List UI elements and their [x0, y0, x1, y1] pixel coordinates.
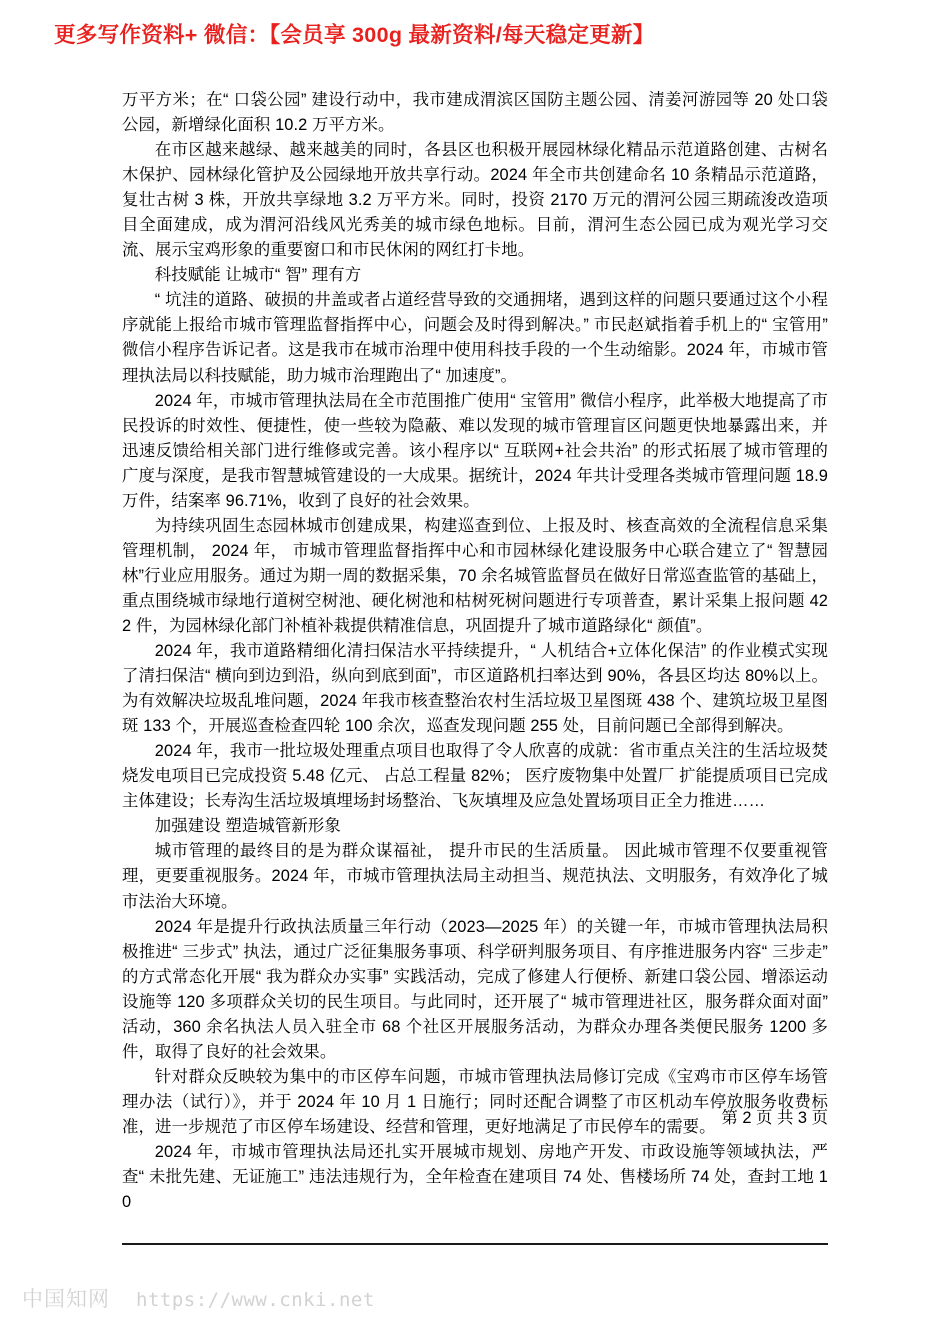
- body-paragraph: 针对群众反映较为集中的市区停车问题，市城市管理执法局修订完成《宝鸡市市区停车场管理办法（试行）》，并于 2024 年 10 月 1 日施行；同时还配合调整了市区机动车停放服务收费标准，进一步规范了市区停车场建设、经营和管理，更好地满足了市民停车的需要。: [122, 1067, 828, 1136]
- body-paragraph: 为持续巩固生态园林城市创建成果，构建巡查到位、上报及时、核查高效的全流程信息采集管理机制， 2024 年， 市城市管理监督指挥中心和市园林绿化建设服务中心联合建立了“ 智慧园林”行业应用服务。通过为期一周的数据采集，70 余名城管监督员在做好日常巡查监管的基础上，重点围绕城市绿地行道树空树池、硬化树池和枯树死树问题进行专项普查，累计采集上报问题 422 件，为园林绿化部门补植补栽提供精准信息，巩固提升了城市道路绿化“ 颜值”。: [122, 516, 828, 635]
- body-paragraph: 城市管理的最终目的是为群众谋福祉， 提升市民的生活质量。 因此城市管理不仅要重视管理，更要重视服务。2024 年，市城市管理执法局主动担当、规范执法、文明服务，有效净化了城市法治大环境。: [122, 842, 828, 911]
- body-paragraph: 万平方米；在“ 口袋公园” 建设行动中，我市建成渭滨区国防主题公园、清姜河游园等 20 处口袋公园，新增绿化面积 10.2 万平方米。: [122, 91, 828, 135]
- body-paragraph: 2024 年是提升行政执法质量三年行动（2023—2025 年）的关键一年，市城市管理执法局积极推进“ 三步式” 执法，通过广泛征集服务事项、科学研判服务项目、有序推进服务内容“ 三步走” 的方式常态化开展“ 我为群众办实事” 实践活动，完成了修建人行便桥、新建口袋公园、增添运动设施等 120 多项群众关切的民生项目。与此同时，还开展了“ 城市管理进社区，服务群众面对面” 活动，360 余名执法人员入驻全市 68 个社区开展服务活动，为群众办理各类便民服务 1200 多件，取得了良好的社会效果。: [122, 917, 828, 1061]
- cnki-name-label: 中国知网: [22, 1287, 110, 1311]
- page-indicator-text: 第 2 页 共 3 页: [721, 1109, 828, 1127]
- cnki-url-label: https://www.cnki.net: [136, 1289, 375, 1311]
- page-number-footer: [0, 1104, 950, 1128]
- body-paragraph: 2024 年，市城市管理执法局还扎实开展城市规划、房地产开发、市政设施等领域执法，严查“ 未批先建、无证施工” 违法违规行为，全年检查在建项目 74 处、售楼场所 74 处，查封工地 10: [122, 1142, 828, 1212]
- footer-divider-rule: [122, 1243, 828, 1245]
- body-paragraph: 2024 年，市城市管理执法局在全市范围推广使用“ 宝管用” 微信小程序，此举极大地提高了市民投诉的时效性、便捷性，使一些较为隐蔽、难以发现的城市管理盲区问题更快地暴露出来，并迅速反馈给相关部门进行维修或完善。该小程序以“ 互联网+社会共治” 的形式拓展了城市管理的广度与深度，是我市智慧城管建设的一大成果。据统计，2024 年共计受理各类城市管理问题 18.9 万件，结案率 96.71%，收到了良好的社会效果。: [122, 391, 828, 510]
- cnki-watermark: [22, 1283, 375, 1313]
- promo-header-banner: [0, 0, 950, 66]
- body-paragraph: 在市区越来越绿、越来越美的同时，各县区也积极开展园林绿化精品示范道路创建、古树名木保护、园林绿化管护及公园绿地开放共享行动。2024 年全市共创建命名 10 条精品示范道路，复壮古树 3 株，开放共享绿地 3.2 万平方米。同时，投资 2170 万元的渭河公园三期疏浚改造项目全面建成，成为渭河沿线风光秀美的城市绿色地标。目前，渭河生态公园已成为观光学习交流、展示宝鸡形象的重要窗口和市民休闲的网红打卡地。: [122, 141, 828, 260]
- body-paragraph: 2024 年，我市道路精细化清扫保洁水平持续提升，“ 人机结合+立体化保洁” 的作业模式实现了清扫保洁“ 横向到边到沿，纵向到底到面”，市区道路机扫率达到 90%，各县区均达 80%以上。为有效解决垃圾乱堆问题，2024 年我市核查整治农村生活垃圾卫星图斑 438 个、建筑垃圾卫星图斑 133 个，开展巡查检查四轮 100 余次，巡查发现问题 255 处，目前问题已全部得到解决。: [122, 642, 828, 736]
- body-paragraph: “ 坑洼的道路、破损的井盖或者占道经营导致的交通拥堵，遇到这样的问题只要通过这个小程序就能上报给市城市管理监督指挥中心，问题会及时得到解决。” 市民赵斌指着手机上的“ 宝管用” 微信小程序告诉记者。这是我市在城市治理中使用科技手段的一个生动缩影。2024 年，市城市管理执法局以科技赋能，助力城市治理跑出了“ 加速度”。: [122, 291, 828, 385]
- promo-banner-text: 更多写作资料+ 微信：【会员享 300g 最新资料/每天稳定更新】: [54, 22, 655, 47]
- section-heading: 科技赋能 让城市“ 智” 理有方: [154, 266, 362, 285]
- section-heading: 加强建设 塑造城管新形象: [154, 817, 341, 836]
- body-paragraph: 2024 年，我市一批垃圾处理重点项目也取得了令人欣喜的成就：省市重点关注的生活垃圾焚烧发电项目已完成投资 5.48 亿元、 占总工程量 82%； 医疗废物集中处置厂 扩能提质项目已完成主体建设；长寿沟生活垃圾填埋场封场整治、飞灰填埋及应急处置场项目正全力推进……: [122, 742, 828, 811]
- document-text-body: [122, 88, 828, 1215]
